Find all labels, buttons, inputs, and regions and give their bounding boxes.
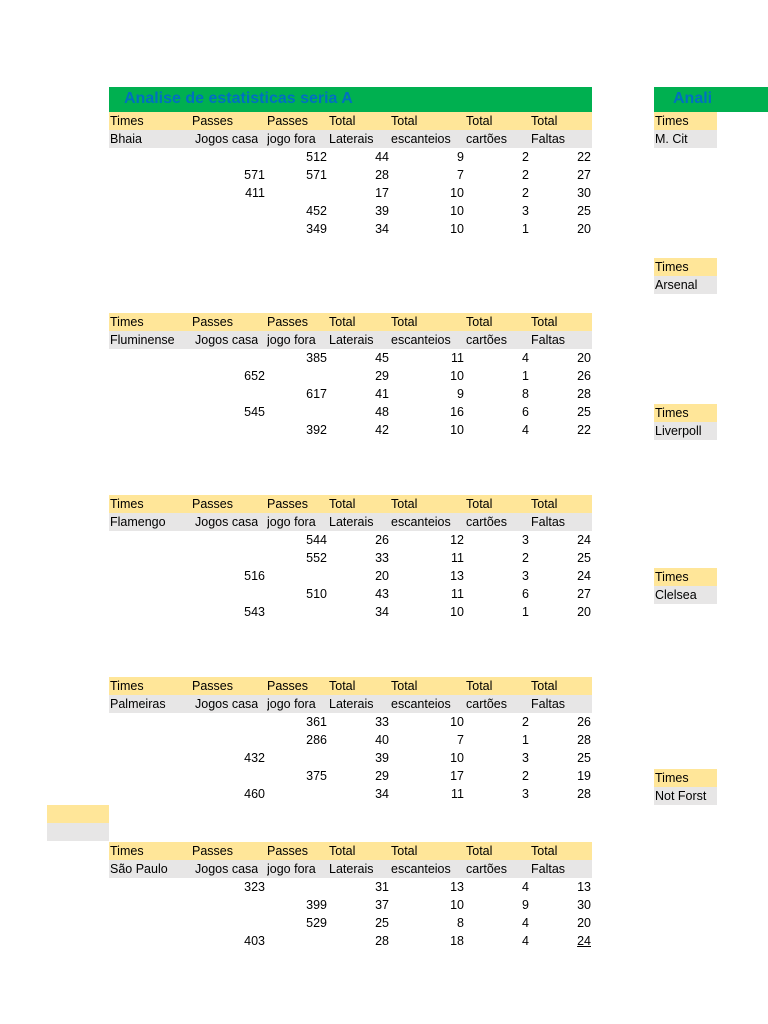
column-subheader[interactable]: jogo fora — [267, 132, 316, 146]
column-header[interactable]: Passes — [267, 844, 308, 858]
data-cell[interactable]: 4 — [522, 916, 529, 930]
column-header[interactable]: Passes — [267, 315, 308, 329]
column-header[interactable]: Passes — [192, 114, 233, 128]
data-cell[interactable]: 403 — [244, 934, 265, 948]
column-header[interactable]: Total — [391, 844, 418, 858]
column-header[interactable]: Total — [329, 497, 356, 511]
team-name[interactable]: Palmeiras — [110, 697, 166, 711]
column-subheader[interactable]: Laterais — [329, 515, 374, 529]
column-header[interactable]: Times — [110, 844, 144, 858]
column-subheader[interactable]: Laterais — [329, 862, 374, 876]
data-cell[interactable]: 10 — [450, 369, 464, 383]
data-cell[interactable]: 516 — [244, 569, 265, 583]
data-cell[interactable]: 44 — [375, 150, 389, 164]
column-subheader[interactable]: Jogos casa — [195, 515, 259, 529]
data-cell[interactable]: 34 — [375, 605, 389, 619]
column-subheader[interactable]: jogo fora — [267, 515, 316, 529]
team-name[interactable]: Bhaia — [110, 132, 142, 146]
table-row — [109, 603, 592, 621]
column-header[interactable]: Total — [531, 844, 558, 858]
data-cell[interactable]: 26 — [577, 369, 591, 383]
data-cell[interactable]: 25 — [577, 204, 591, 218]
column-subheader[interactable]: Faltas — [531, 697, 566, 711]
column-header[interactable]: Total — [391, 497, 418, 511]
column-header[interactable]: Total — [329, 844, 356, 858]
data-cell[interactable]: 432 — [244, 751, 265, 765]
column-header[interactable]: Total — [391, 315, 418, 329]
data-cell[interactable]: 28 — [577, 733, 591, 747]
column-subheader[interactable]: Jogos casa — [195, 132, 259, 146]
data-cell[interactable]: 512 — [306, 150, 327, 164]
column-header[interactable]: Total — [531, 679, 558, 693]
data-cell[interactable]: 13 — [450, 569, 464, 583]
data-cell[interactable]: 20 — [577, 222, 591, 236]
data-cell[interactable]: 392 — [306, 423, 327, 437]
table-row — [109, 749, 592, 767]
column-subheader[interactable]: cartões — [466, 333, 507, 347]
team-name[interactable]: São Paulo — [110, 862, 168, 876]
data-cell[interactable]: 41 — [375, 387, 389, 401]
table-row — [109, 896, 592, 914]
column-header[interactable]: Times — [110, 679, 144, 693]
column-subheader[interactable]: Jogos casa — [195, 862, 259, 876]
data-cell[interactable]: 385 — [306, 351, 327, 365]
column-header[interactable]: Total — [391, 679, 418, 693]
data-cell[interactable]: 8 — [457, 916, 464, 930]
side-header-cell[interactable]: Times — [654, 112, 717, 130]
column-header[interactable]: Passes — [192, 679, 233, 693]
column-subheader[interactable]: Laterais — [329, 132, 374, 146]
data-cell[interactable]: 25 — [577, 751, 591, 765]
column-header[interactable]: Times — [110, 315, 144, 329]
data-cell[interactable]: 3 — [522, 787, 529, 801]
table-row — [109, 567, 592, 585]
data-cell[interactable]: 3 — [522, 204, 529, 218]
data-cell[interactable]: 39 — [375, 751, 389, 765]
side-team-cell[interactable]: M. Cit — [654, 130, 717, 148]
column-header[interactable]: Passes — [267, 497, 308, 511]
data-cell[interactable]: 9 — [457, 150, 464, 164]
data-cell[interactable]: 8 — [522, 387, 529, 401]
data-cell[interactable]: 13 — [577, 880, 591, 894]
data-cell[interactable]: 30 — [577, 186, 591, 200]
sheet-title-right[interactable]: Anali — [654, 87, 768, 112]
data-cell[interactable]: 544 — [306, 533, 327, 547]
data-cell[interactable]: 24 — [577, 934, 591, 948]
data-cell[interactable]: 323 — [244, 880, 265, 894]
column-subheader[interactable]: cartões — [466, 515, 507, 529]
side-team-cell[interactable]: Arsenal — [654, 276, 717, 294]
table-header-row — [109, 112, 592, 130]
data-cell[interactable]: 9 — [522, 898, 529, 912]
data-cell[interactable]: 27 — [577, 587, 591, 601]
table-header-row — [109, 677, 592, 695]
data-cell[interactable]: 3 — [522, 533, 529, 547]
data-cell[interactable]: 375 — [306, 769, 327, 783]
column-subheader[interactable]: jogo fora — [267, 862, 316, 876]
data-cell[interactable] — [205, 585, 265, 603]
data-cell[interactable]: 11 — [451, 787, 464, 801]
data-cell[interactable]: 48 — [375, 405, 389, 419]
data-cell[interactable]: 3 — [522, 751, 529, 765]
table-subheader-row — [109, 130, 592, 148]
column-header[interactable]: Total — [466, 679, 493, 693]
column-header[interactable]: Total — [531, 315, 558, 329]
data-cell[interactable] — [267, 932, 327, 950]
column-header[interactable]: Total — [531, 497, 558, 511]
column-subheader[interactable]: Faltas — [531, 862, 566, 876]
side-header-cell[interactable]: Times — [654, 404, 717, 422]
column-header[interactable]: Passes — [267, 679, 308, 693]
stray-subheader-cell[interactable] — [47, 823, 109, 841]
table-row — [109, 531, 592, 549]
side-team-cell[interactable]: Not Forst — [654, 787, 717, 805]
data-cell[interactable] — [205, 713, 265, 731]
column-header[interactable]: Total — [391, 114, 418, 128]
data-cell[interactable]: 17 — [375, 186, 389, 200]
team-name[interactable]: Fluminense — [110, 333, 175, 347]
data-cell[interactable]: 2 — [522, 186, 529, 200]
column-subheader[interactable]: Faltas — [531, 515, 566, 529]
data-cell[interactable]: 28 — [577, 787, 591, 801]
table-subheader-row — [109, 513, 592, 531]
data-cell[interactable]: 2 — [522, 150, 529, 164]
column-subheader[interactable]: cartões — [466, 132, 507, 146]
table-row — [109, 148, 592, 166]
data-cell[interactable]: 29 — [375, 369, 389, 383]
data-cell[interactable]: 4 — [522, 351, 529, 365]
data-cell[interactable]: 43 — [375, 587, 389, 601]
data-cell[interactable]: 25 — [375, 916, 389, 930]
data-cell[interactable]: 10 — [450, 715, 464, 729]
data-cell[interactable] — [205, 767, 265, 785]
side-header-cell[interactable]: Times — [654, 568, 717, 586]
data-cell[interactable]: 349 — [306, 222, 327, 236]
table-row — [109, 367, 592, 385]
data-cell[interactable]: 7 — [457, 168, 464, 182]
sheet-title[interactable]: Analise de estatisticas seria A — [109, 87, 592, 112]
column-subheader[interactable]: Jogos casa — [195, 697, 259, 711]
data-cell[interactable]: 11 — [451, 351, 464, 365]
data-cell[interactable]: 20 — [577, 605, 591, 619]
data-cell[interactable] — [205, 531, 265, 549]
table-row — [109, 878, 592, 896]
data-cell[interactable]: 1 — [522, 605, 529, 619]
column-header[interactable]: Passes — [192, 497, 233, 511]
data-cell[interactable]: 39 — [375, 204, 389, 218]
data-cell[interactable]: 10 — [450, 751, 464, 765]
data-cell[interactable]: 40 — [375, 733, 389, 747]
data-cell[interactable]: 11 — [451, 587, 464, 601]
data-cell[interactable]: 411 — [245, 186, 265, 200]
data-cell[interactable]: 26 — [375, 533, 389, 547]
data-cell[interactable]: 361 — [306, 715, 327, 729]
data-cell[interactable]: 652 — [244, 369, 265, 383]
data-cell[interactable]: 9 — [457, 387, 464, 401]
data-cell[interactable] — [267, 367, 327, 385]
column-header[interactable]: Total — [329, 679, 356, 693]
data-cell[interactable]: 571 — [306, 168, 327, 182]
table-row — [109, 349, 592, 367]
column-subheader[interactable]: Faltas — [531, 132, 566, 146]
column-header[interactable]: Total — [466, 497, 493, 511]
side-header-cell[interactable]: Times — [654, 769, 717, 787]
data-cell[interactable] — [267, 749, 327, 767]
data-cell[interactable]: 25 — [577, 405, 591, 419]
table-subheader-row — [109, 860, 592, 878]
data-cell[interactable]: 399 — [306, 898, 327, 912]
data-cell[interactable] — [205, 914, 265, 932]
data-cell[interactable]: 1 — [522, 733, 529, 747]
data-cell[interactable] — [267, 403, 327, 421]
table-row — [109, 731, 592, 749]
data-cell[interactable]: 6 — [522, 405, 529, 419]
column-header[interactable]: Total — [466, 844, 493, 858]
table-row — [109, 166, 592, 184]
data-cell[interactable]: 24 — [577, 533, 591, 547]
table-row — [109, 202, 592, 220]
table-row — [109, 549, 592, 567]
data-cell[interactable]: 286 — [306, 733, 327, 747]
table-row — [109, 914, 592, 932]
table-row — [109, 421, 592, 439]
column-header[interactable]: Times — [110, 497, 144, 511]
column-subheader[interactable]: escanteios — [391, 862, 451, 876]
data-cell[interactable] — [267, 785, 327, 803]
data-cell[interactable]: 2 — [522, 551, 529, 565]
team-name[interactable]: Flamengo — [110, 515, 166, 529]
data-cell[interactable] — [205, 731, 265, 749]
data-cell[interactable]: 10 — [450, 204, 464, 218]
column-subheader[interactable]: Laterais — [329, 333, 374, 347]
column-subheader[interactable]: Faltas — [531, 333, 566, 347]
data-cell[interactable]: 34 — [375, 787, 389, 801]
data-cell[interactable] — [205, 896, 265, 914]
table-row — [109, 713, 592, 731]
data-cell[interactable]: 510 — [306, 587, 327, 601]
data-cell[interactable]: 33 — [375, 715, 389, 729]
data-cell[interactable]: 25 — [577, 551, 591, 565]
data-cell[interactable]: 10 — [450, 186, 464, 200]
data-cell[interactable] — [205, 421, 265, 439]
column-subheader[interactable]: escanteios — [391, 132, 451, 146]
side-team-cell[interactable]: Clelsea — [654, 586, 717, 604]
column-subheader[interactable]: cartões — [466, 697, 507, 711]
data-cell[interactable] — [267, 184, 327, 202]
table-row — [109, 184, 592, 202]
data-cell[interactable]: 10 — [450, 222, 464, 236]
table-header-row — [109, 495, 592, 513]
table-row — [109, 767, 592, 785]
data-cell[interactable]: 2 — [522, 715, 529, 729]
data-cell[interactable]: 37 — [375, 898, 389, 912]
column-header[interactable]: Times — [110, 114, 144, 128]
data-cell[interactable]: 42 — [375, 423, 389, 437]
data-cell[interactable]: 28 — [375, 168, 389, 182]
data-cell[interactable]: 545 — [244, 405, 265, 419]
data-cell[interactable]: 3 — [522, 569, 529, 583]
column-subheader[interactable]: cartões — [466, 862, 507, 876]
column-subheader[interactable]: jogo fora — [267, 333, 316, 347]
data-cell[interactable]: 20 — [577, 916, 591, 930]
column-header[interactable]: Passes — [267, 114, 308, 128]
column-subheader[interactable]: escanteios — [391, 515, 451, 529]
column-header[interactable]: Total — [466, 315, 493, 329]
data-cell[interactable] — [267, 603, 327, 621]
side-header-cell[interactable]: Times — [654, 258, 717, 276]
table-row — [109, 403, 592, 421]
stray-header-cell[interactable] — [47, 805, 109, 823]
column-header[interactable]: Total — [466, 114, 493, 128]
data-cell[interactable] — [205, 148, 265, 166]
data-cell[interactable]: 27 — [577, 168, 591, 182]
data-cell[interactable]: 7 — [457, 733, 464, 747]
column-subheader[interactable]: escanteios — [391, 333, 451, 347]
data-cell[interactable]: 10 — [450, 423, 464, 437]
data-cell[interactable]: 552 — [306, 551, 327, 565]
data-cell[interactable]: 16 — [450, 405, 464, 419]
data-cell[interactable]: 30 — [577, 898, 591, 912]
data-cell[interactable]: 543 — [244, 605, 265, 619]
data-cell[interactable]: 18 — [450, 934, 464, 948]
data-cell[interactable] — [205, 549, 265, 567]
data-cell[interactable] — [267, 878, 327, 896]
data-cell[interactable]: 22 — [577, 150, 591, 164]
data-cell[interactable] — [267, 567, 327, 585]
data-cell[interactable]: 571 — [244, 168, 265, 182]
data-cell[interactable]: 17 — [450, 769, 464, 783]
data-cell[interactable]: 22 — [577, 423, 591, 437]
data-cell[interactable]: 31 — [375, 880, 389, 894]
data-cell[interactable]: 452 — [306, 204, 327, 218]
data-cell[interactable]: 13 — [450, 880, 464, 894]
data-cell[interactable]: 1 — [522, 369, 529, 383]
data-cell[interactable]: 29 — [375, 769, 389, 783]
table-row — [109, 932, 592, 950]
side-team-cell[interactable]: Liverpoll — [654, 422, 717, 440]
column-header[interactable]: Passes — [192, 844, 233, 858]
data-cell[interactable] — [205, 349, 265, 367]
table-subheader-row — [109, 695, 592, 713]
data-cell[interactable]: 460 — [244, 787, 265, 801]
table-row — [109, 385, 592, 403]
data-cell[interactable]: 24 — [577, 569, 591, 583]
data-cell[interactable]: 12 — [450, 533, 464, 547]
data-cell[interactable]: 34 — [375, 222, 389, 236]
data-cell[interactable]: 28 — [577, 387, 591, 401]
table-subheader-row — [109, 331, 592, 349]
column-header[interactable]: Total — [329, 114, 356, 128]
column-header[interactable]: Total — [531, 114, 558, 128]
data-cell[interactable]: 6 — [522, 587, 529, 601]
data-cell[interactable]: 2 — [522, 769, 529, 783]
data-cell[interactable] — [205, 202, 265, 220]
column-subheader[interactable]: Laterais — [329, 697, 374, 711]
column-subheader[interactable]: Jogos casa — [195, 333, 259, 347]
data-cell[interactable]: 10 — [450, 898, 464, 912]
column-subheader[interactable]: escanteios — [391, 697, 451, 711]
data-cell[interactable]: 2 — [522, 168, 529, 182]
table-row — [109, 585, 592, 603]
table-header-row — [109, 842, 592, 860]
data-cell[interactable]: 33 — [375, 551, 389, 565]
table-row — [109, 785, 592, 803]
column-header[interactable]: Total — [329, 315, 356, 329]
data-cell[interactable] — [205, 385, 265, 403]
data-cell[interactable]: 11 — [451, 551, 464, 565]
table-row — [109, 220, 592, 238]
data-cell[interactable]: 19 — [577, 769, 591, 783]
data-cell[interactable]: 20 — [375, 569, 389, 583]
column-header[interactable]: Passes — [192, 315, 233, 329]
column-subheader[interactable]: jogo fora — [267, 697, 316, 711]
data-cell[interactable]: 28 — [375, 934, 389, 948]
data-cell[interactable]: 1 — [522, 222, 529, 236]
data-cell[interactable]: 4 — [522, 880, 529, 894]
data-cell[interactable]: 4 — [522, 423, 529, 437]
data-cell[interactable]: 26 — [577, 715, 591, 729]
data-cell[interactable]: 20 — [577, 351, 591, 365]
data-cell[interactable]: 4 — [522, 934, 529, 948]
table-header-row — [109, 313, 592, 331]
data-cell[interactable]: 529 — [306, 916, 327, 930]
data-cell[interactable]: 45 — [375, 351, 389, 365]
data-cell[interactable] — [205, 220, 265, 238]
data-cell[interactable]: 10 — [450, 605, 464, 619]
data-cell[interactable]: 617 — [306, 387, 327, 401]
